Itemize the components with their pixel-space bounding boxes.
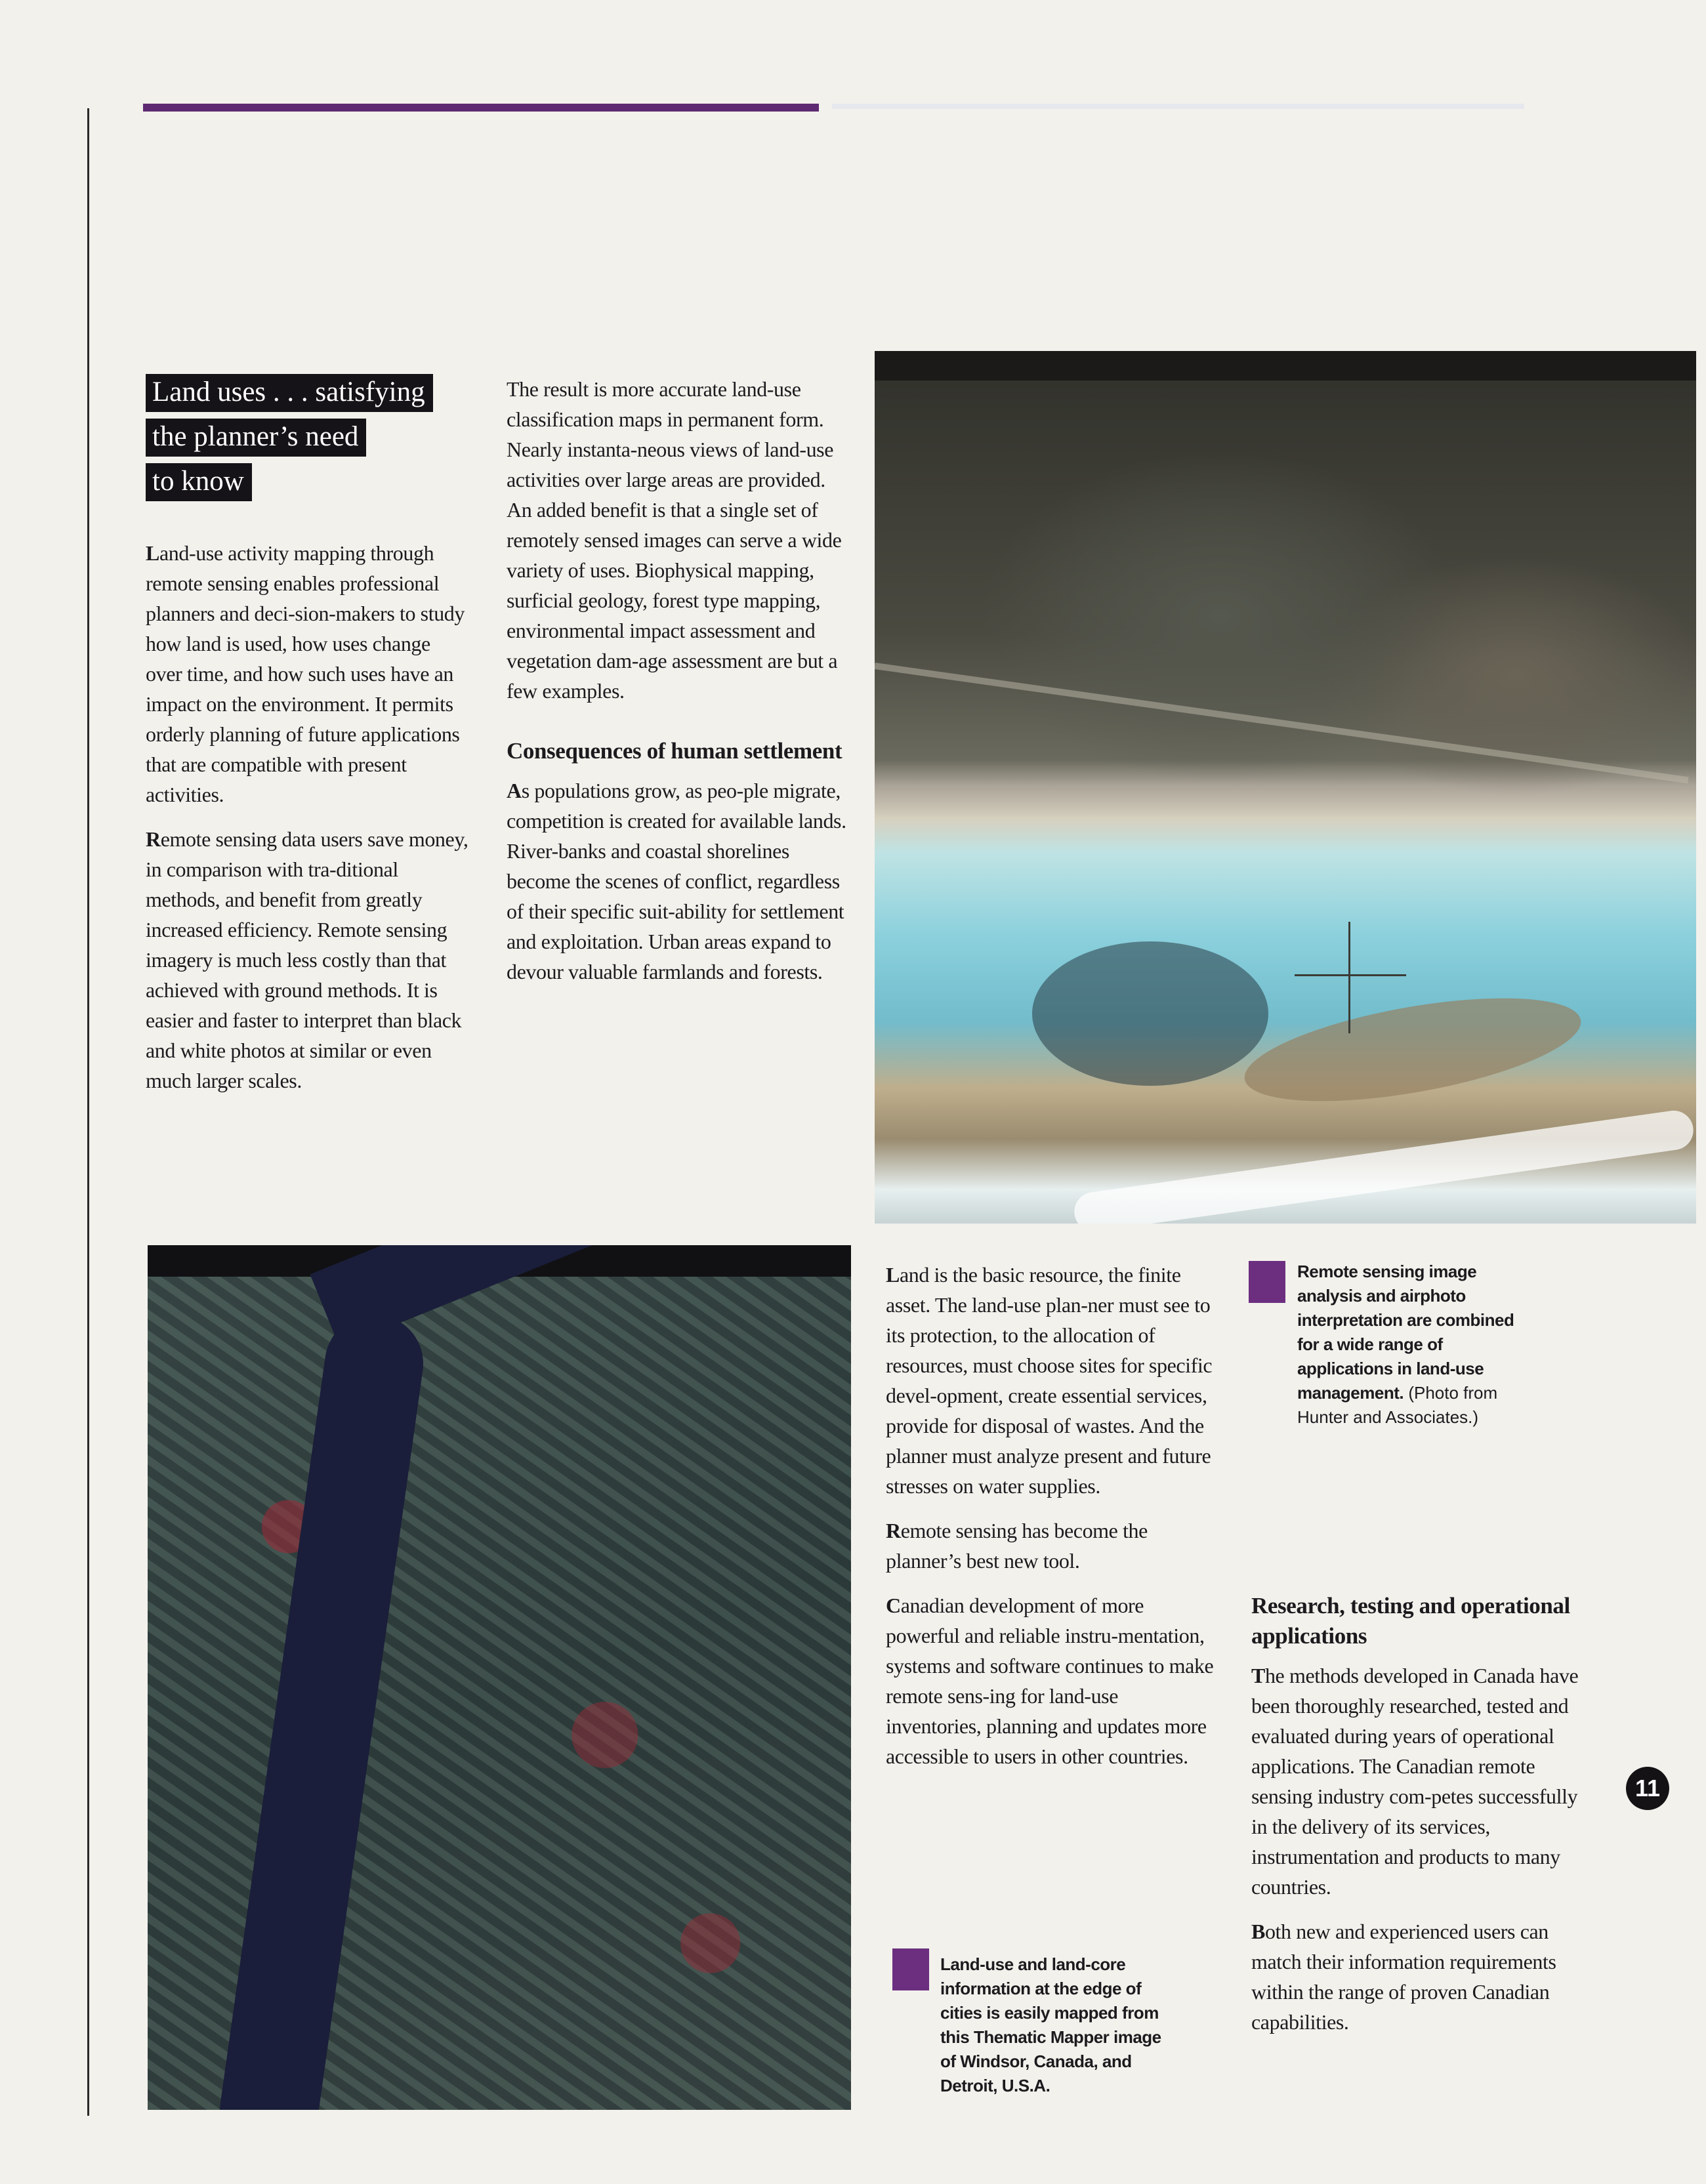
paragraph-text: anadian development of more powerful and reliable instru-mentation, systems and software continues to make remote sens-ing for land-use inventories, planning and updates more accessible to users in other countries. xyxy=(886,1594,1214,1768)
text-column-2 xyxy=(507,374,851,1001)
accent-rule-faint xyxy=(832,104,1524,109)
paragraph-text: and-use activity mapping through remote sensing enables professional planners and deci-sion-makers to study how land is used, how uses change over time, and how such uses have an impact on the environment. It permits orderly planning of future applications that are compatible with present activities. xyxy=(146,541,465,806)
heading-line-3: to know xyxy=(146,463,252,501)
satellite-image-windsor-detroit xyxy=(148,1245,851,2110)
crosshair-vertical xyxy=(1348,922,1350,1033)
paragraph-text: he methods developed in Canada have been thoroughly researched, tested and evaluated during years of operational applications. The Canadian remote sensing industry com-petes successfully in the delivery of its services, instrumentation and products to many countries. xyxy=(1251,1664,1579,1899)
photo-reef xyxy=(1032,941,1268,1086)
paragraph-methods xyxy=(1251,1660,1586,1902)
heading-line-1: Land uses . . . satisfying xyxy=(146,374,433,412)
initial-letter: R xyxy=(146,827,161,851)
initial-letter: L xyxy=(146,541,159,565)
paragraph-save-money xyxy=(146,824,470,1096)
caption-text: Remote sensing image analysis and airphoto interpretation are combined for a wide range of applications in land-use management. xyxy=(1297,1262,1514,1403)
caption-credit: (Photo from Hunter and Associates.) xyxy=(1297,1383,1498,1427)
initial-letter: B xyxy=(1251,1920,1265,1943)
caption-satellite xyxy=(940,1952,1163,2098)
caption-marker xyxy=(892,1948,929,1990)
accent-rule xyxy=(143,104,819,112)
paragraph-text: and is the basic resource, the finite asset. The land-use plan-ner must see to its protection, to the allocation of resources, must choose sites for specific devel-opment, create essential services, provide for disposal of wastes. And the planner must analyze present and future stresses on water supplies. xyxy=(886,1263,1213,1498)
initial-letter: T xyxy=(1251,1664,1265,1687)
initial-letter: L xyxy=(886,1263,900,1287)
subheading-research: Research, testing and operational applications xyxy=(1251,1593,1570,1649)
caption-marker xyxy=(1249,1261,1285,1303)
heading-line-2: the planner’s need xyxy=(146,419,366,457)
section-heading xyxy=(146,374,468,508)
paragraph-best-new-tool xyxy=(886,1515,1217,1576)
initial-letter: R xyxy=(886,1519,901,1542)
text-column-4 xyxy=(1251,1591,1586,2051)
paragraph-text: s populations grow, as peo-ple migrate, competition is created for available lands. River-banks and coastal shorelines become the scenes of conflict, regardless of their specific suit-ability for settlement and exploitation. Urban areas expand to devour valuable farmlands and forests. xyxy=(507,779,846,983)
margin-rule xyxy=(87,108,89,2116)
subheading-human-settlement: Consequences of human settlement xyxy=(507,738,843,764)
paragraph-classification-maps: The result is more accurate land-use classification maps in permanent form. Nearly instanta-neous views of land-use activities over large areas are provided. An added benefit is that a single set of remotely sensed images can serve a wide variety of uses. Biophysical mapping, surficial geology, forest type mapping, environmental impact assessment and vegetation dam-age assessment are but a few examples. xyxy=(507,377,842,703)
aerial-coastal-photo xyxy=(875,351,1696,1224)
caption-aerial xyxy=(1297,1260,1533,1430)
text-column-3 xyxy=(886,1260,1217,1786)
paragraph-land-use-mapping xyxy=(146,538,470,810)
paragraph-populations xyxy=(507,775,851,987)
text-column-1 xyxy=(146,538,470,1110)
paragraph-users xyxy=(1251,1916,1586,2037)
paragraph-canadian-development xyxy=(886,1590,1217,1771)
initial-letter: A xyxy=(507,779,522,802)
initial-letter: C xyxy=(886,1594,901,1617)
crosshair-horizontal xyxy=(1295,974,1406,976)
paragraph-text: emote sensing has become the planner’s best new tool. xyxy=(886,1519,1148,1573)
paragraph-basic-resource xyxy=(886,1260,1217,1501)
caption-text: Land-use and land-core information at the edge of cities is easily mapped from this Thematic Mapper image of Windsor, Canada, and Detroit, U.S.A. xyxy=(940,1954,1161,2095)
paragraph-text: emote sensing data users save money, in comparison with tra-ditional methods, and benefit from greatly increased efficiency. Remote sensing imagery is much less costly than that achieved with ground methods. It is easier and faster to interpret than black and white photos at similar or even much larger scales. xyxy=(146,827,468,1092)
paragraph-text: oth new and experienced users can match their information requirements within the range of proven Canadian capabilities. xyxy=(1251,1920,1556,2034)
page-number-badge: 11 xyxy=(1626,1767,1669,1810)
